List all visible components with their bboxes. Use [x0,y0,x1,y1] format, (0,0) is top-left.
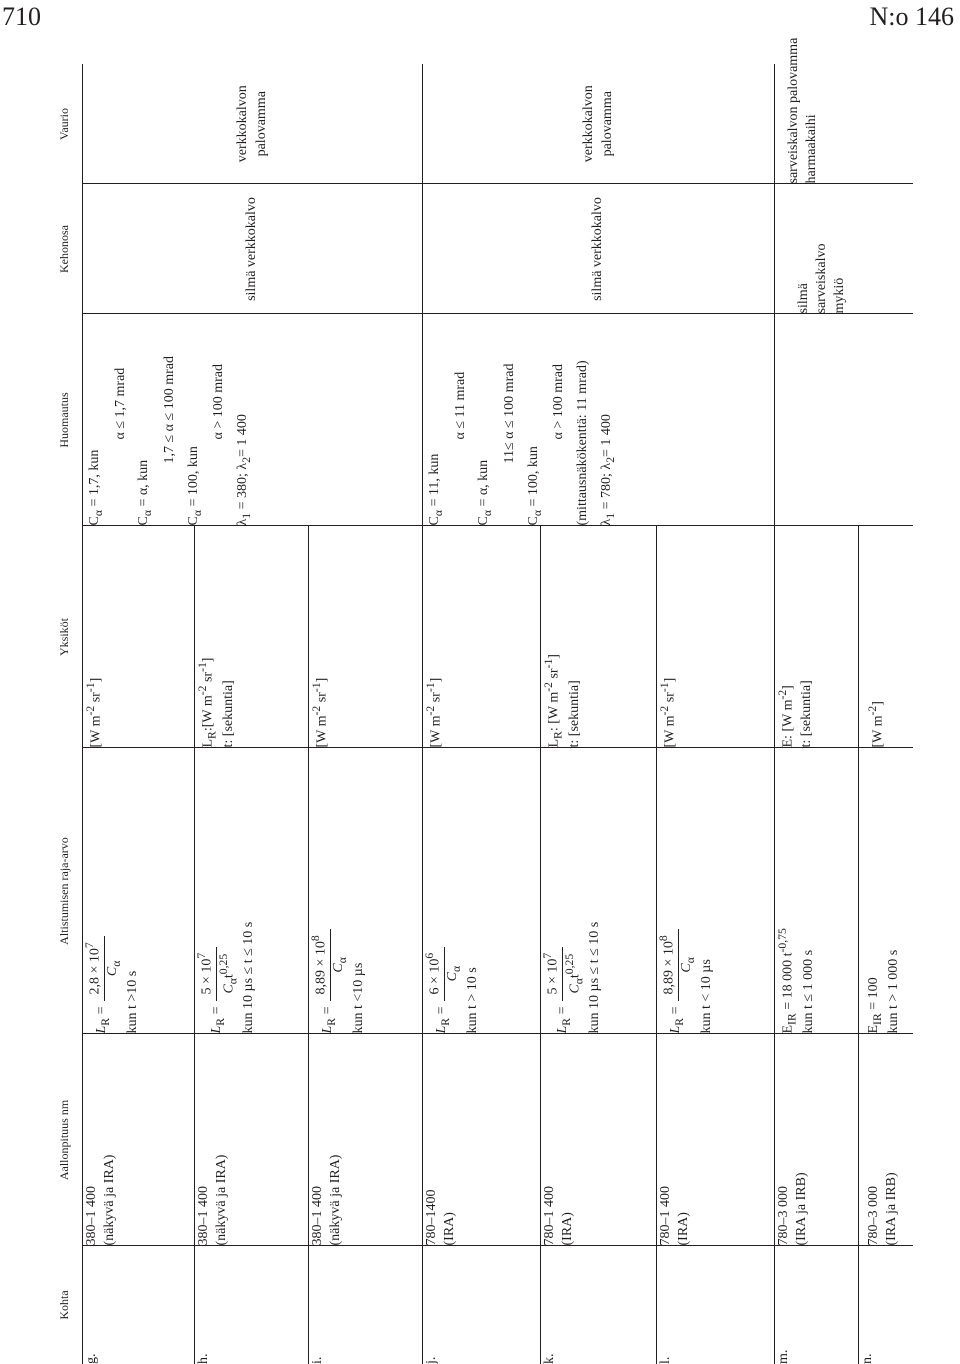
row-label: j. [423,1246,541,1364]
limit-value-cell [195,748,309,1034]
col-header-altistumisen: Altistumisen raja-arvo [48,748,83,1034]
limit-value-cell [423,748,541,1034]
time-condition: kun t > 1 000 s [885,949,901,1034]
body-part-cell-ghi: silmä verkkokalvo [83,184,423,314]
units-cell: [W $m^{-2}$ $sr^{-1}$] [309,526,423,748]
limit-formula: $L_R$ = $6 \times 10^6$ $C_\alpha$ [423,749,464,1034]
damage-cell-mn: sarveiskalvon palovamma harmaakaihi [775,64,913,184]
fraction: $5 \times 10^7$ $C_\alpha t^{0,25}$ [541,947,586,1001]
units-cell: $L_R$: [W $m^{-2}$ $sr^{-1}$] t: [sekuntia] [541,526,657,748]
table-row [83,64,195,1364]
fraction: $2,8 \times 10^7$ $C_\alpha$ [83,936,124,1000]
row-label: k. [541,1246,657,1364]
row-label: g. [84,1353,99,1364]
time-condition: kun t >10 s [124,970,140,1034]
time-condition: kun t < 10 µs [698,959,714,1034]
limit-formula: $L_R$ = $8,89 \times 10^8$ $C_\alpha$ [657,749,698,1034]
time-condition: kun t > 10 s [464,967,480,1034]
units-cell: [W $m^{-2}$] [859,526,913,748]
damage-cell-ghi: verkkokalvon palovamma [83,64,423,184]
row-label: m. [775,1246,859,1364]
row-label: n. [859,1246,913,1364]
damage-cell-jkl: verkkokalvon palovamma [423,64,775,184]
units-cell: E: [W $m^{-2}$] t: [sekuntia] [775,526,859,748]
limit-value-cell [775,748,859,1034]
time-condition: kun 10 µs ≤ t ≤ 10 s [241,921,257,1034]
units-cell: [W $m^{-2}$ $sr^{-1}$] [657,526,775,748]
limit-formula: $L_R$ = $5 \times 10^7$ $C_\alpha t^{0,25}$ [195,749,240,1034]
units-cell: $L_R:[W$ $m^{-2}$ $sr^{-1}$] t: [sekuntia] [195,526,309,748]
radiation-limits-table [48,37,913,1364]
col-header-huomautus: Huomautus [48,314,83,526]
col-header-kehonosa: Kehonosa [48,184,83,314]
col-header-yksikot: Yksiköt [48,526,83,748]
units-cell [83,526,195,748]
limit-value-cell [657,748,775,1034]
remarks-cell-jkl: $C_\alpha = 11$, kun α ≤ 11 mrad $C_\alpha = \alpha$, kun 11≤ α ≤ 100 mrad $C_\alpha = 100$, kun α > 100 mrad (mittausnäkökenttä: 11 mrad) $\lambda_1 = 780$; $\lambda_2= 1$ 400 [423,314,775,526]
units: [W $m^{-2}$ $sr^{-1}$] [84,677,104,748]
table-row [775,64,859,1364]
fraction: $5 \times 10^7$ $C_\alpha t^{0,25}$ [195,947,240,1001]
col-header-kohta: Kohta [48,1246,83,1364]
table-row [423,64,541,1364]
wavelength-cell [83,1034,195,1246]
limit-formula: $L_R$ = $8,89 \times 10^8$ $C_\alpha$ [309,749,350,1034]
page-number: 710 [2,2,41,31]
body-part-cell-jkl: silmä verkkokalvo [423,184,775,314]
time-condition: kun t <10 µs [350,962,366,1034]
issue-number: N:o 146 [869,2,954,31]
limit-formula: $L_R$ = $2,8 \times 10^7$ $C_\alpha$ [83,749,124,1034]
limit-formula: $E_{IR} = 18$ 000 $t^{-0,75}$ [776,928,799,1034]
row-label: i. [309,1246,423,1364]
row-label: l. [657,1246,775,1364]
wavelength-note: (näkyvä ja IRA) [102,1154,118,1246]
wavelength-cell: 380–1 400 (näkyvä ja IRA) [195,1034,309,1246]
remarks-cell-ghi: $C_\alpha = 1,7$, kun α ≤ 1,7 mrad $C_\alpha = \alpha$, kun 1,7 ≤ α ≤ 100 mrad $C_\alpha = 100$, kun α > 100 mrad $\lambda_1 = 380$; $\lambda_2= 1$ 400 [83,314,423,526]
units-cell: [W $m^{-2}$ $sr^{-1}$] [423,526,541,748]
wavelength-cell: 780–1400 (IRA) [423,1034,541,1246]
fraction: $8,89 \times 10^8$ $C_\alpha$ [657,929,698,1000]
limit-value-cell [83,748,195,1034]
time-condition: kun t ≤ 1 000 s [800,949,816,1034]
row-label: h. [195,1246,309,1364]
body-part-cell-mn: silmä sarveiskalvo mykiö [775,184,913,314]
limit-value-cell [541,748,657,1034]
limit-value-cell [309,748,423,1034]
limit-formula: $L_R$ = $5 \times 10^7$ $C_\alpha t^{0,25}$ [541,749,586,1034]
col-header-aallonpituus: Aallonpituus nm [48,1034,83,1246]
wavelength-cell: 780–3 000 (IRA ja IRB) [859,1034,913,1246]
wavelength-cell: 780–3 000 (IRA ja IRB) [775,1034,859,1246]
table-header-row [48,64,83,1364]
wavelength-cell: 380–1 400 (näkyvä ja IRA) [309,1034,423,1246]
wavelength-cell: 780–1 400 (IRA) [657,1034,775,1246]
col-header-vaurio: Vaurio [48,64,83,184]
limit-formula: $E_{IR} = 100$ [866,977,884,1034]
wavelength: 380–1 400 [84,1186,99,1246]
fraction: $8,89 \times 10^8$ $C_\alpha$ [309,929,350,1000]
limit-value-cell [859,748,913,1034]
fraction: $6 \times 10^6$ $C_\alpha$ [423,947,464,1001]
remarks-cell-mn [775,314,913,526]
wavelength-cell: 780–1 400 (IRA) [541,1034,657,1246]
time-condition: kun 10 µs ≤ t ≤ 10 s [587,921,603,1034]
